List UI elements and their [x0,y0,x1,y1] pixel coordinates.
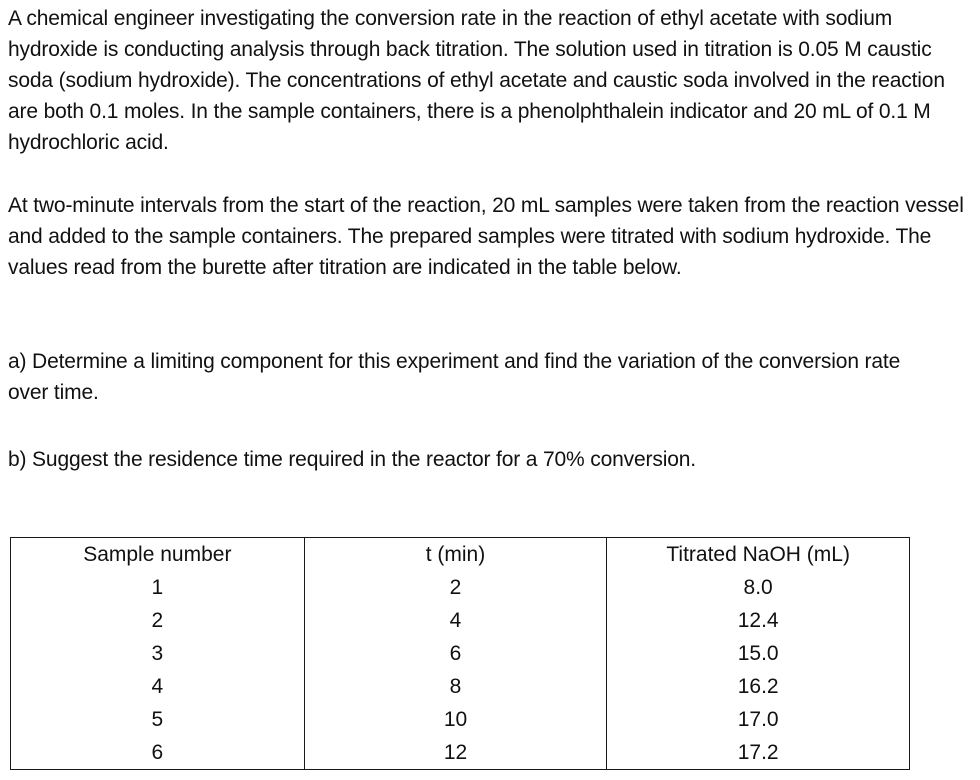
cell-titrated-naoh: 17.2 [607,736,910,770]
cell-sample-number: 2 [11,604,305,637]
cell-titrated-naoh: 15.0 [607,637,910,670]
cell-time: 12 [304,736,607,770]
question-a: a) Determine a limiting component for this experiment and find the variation of the conversion rate over time. [8,350,901,404]
cell-sample-number: 3 [11,637,305,670]
header-time: t (min) [304,538,607,572]
cell-titrated-naoh: 12.4 [607,604,910,637]
cell-titrated-naoh: 16.2 [607,670,910,703]
table-row [11,736,910,770]
table-header-row [11,538,910,572]
cell-sample-number: 6 [11,736,305,770]
cell-titrated-naoh: 8.0 [607,571,910,604]
question-b: b) Suggest the residence time required in the reactor for a 70% conversion. [8,448,696,471]
header-sample-number: Sample number [11,538,305,572]
table-row [11,670,910,703]
table-row [11,703,910,736]
table-row [11,571,910,604]
cell-titrated-naoh: 17.0 [607,703,910,736]
cell-sample-number: 1 [11,571,305,604]
cell-time: 2 [304,571,607,604]
table-row [11,637,910,670]
cell-time: 10 [304,703,607,736]
cell-time: 8 [304,670,607,703]
cell-time: 6 [304,637,607,670]
problem-paragraph-1: A chemical engineer investigating the conversion rate in the reaction of ethyl acetate with sodium hydroxide is conducting analysis through back titration. The solution used in titration is 0.05 M caustic soda (sodium hydroxide). The concentrations of ethyl acetate and caustic soda involved in the reaction are both 0.1 moles. In the sample containers, there is a phenolphthalein indicator and 20 mL of 0.1 M hydrochloric acid. [8,7,945,154]
cell-sample-number: 4 [11,670,305,703]
header-titrated-naoh: Titrated NaOH (mL) [607,538,910,572]
titration-table [10,537,910,770]
cell-time: 4 [304,604,607,637]
problem-paragraph-2: At two-minute intervals from the start of the reaction, 20 mL samples were taken from the reaction vessel and added to the sample containers. The prepared samples were titrated with sodium hydroxide. The values read from the burette after titration are indicated in the table below. [8,194,964,279]
cell-sample-number: 5 [11,703,305,736]
table-row [11,604,910,637]
